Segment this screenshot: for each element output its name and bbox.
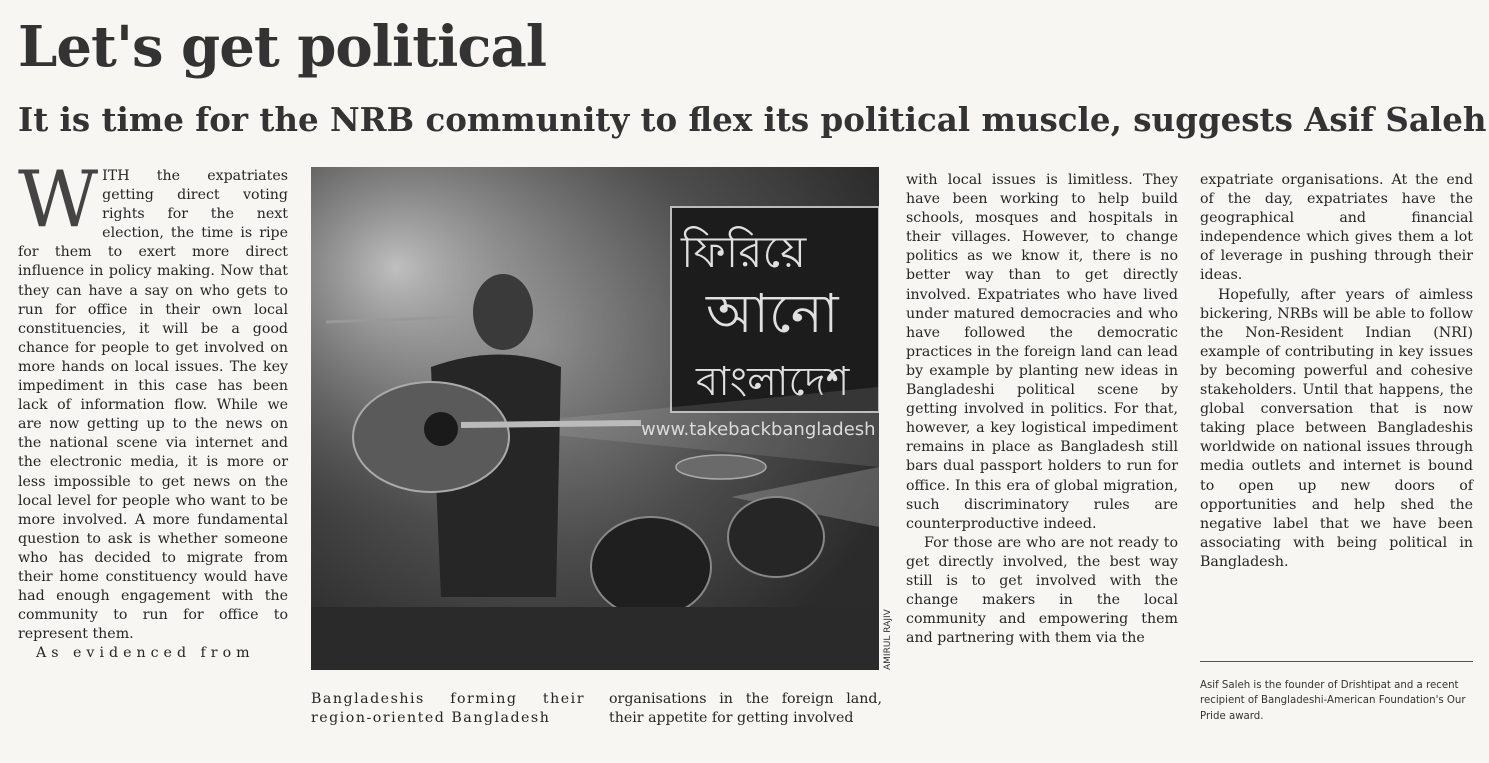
paragraph: Hopefully, after years of aimless bickering, NRBs will be able to follow the Non-Resident Indian (NRI) example of contributing in key issues by becoming powerful and cohesive stakeholders. Until that happens, the global conversation that is now taking place between Bangladeshis worldwide on national issues through media outlets and internet is bound to open up new doors of opportunities and help shed the negative label that we have been associating with being political in Bangladesh. bbox=[1200, 286, 1473, 570]
concert-photo bbox=[311, 167, 879, 670]
divider bbox=[1200, 661, 1473, 662]
paragraph-text: ITH the expatriates getting direct voting rights for the next election, the time is ripe for them to exert more direct influence in policy making. Now that they can have a say on who gets to run for office in their own local constituencies, it will be a good chance for people to get involved on more hands on local issues. The key impediment in this case has been lack of information flow. While we are now getting up to the news on the national scene via internet and the electronic media, it is more or less impossible to get news on the local level for people who want to be more involved. A more fundamental question to ask is whether someone who has decided to migrate from their home constituency would have had enough engagement with the community to run for office to represent them. bbox=[18, 168, 288, 643]
paragraph: As evidenced from bbox=[36, 645, 255, 662]
subhead-text: It is time for the NRB community to flex its political muscle, suggests bbox=[18, 100, 1293, 139]
drum bbox=[591, 517, 711, 617]
paragraph: with local issues is limitless. They have been working to help build schools, mosques and hospitals in their villages. However, to change politics as we know it, there is no better way than to get directly involved. Expatriates who have lived under matured democracies and who have followed the democratic practices in the foreign land can lead by example by planting new ideas in Bangladeshi political scene by getting involved in politics. For that, however, a key logistical impediment remains in place as Bangladesh still bars dual passport holders to run for office. In this era of global migration, such discriminatory rules are counterproductive indeed. bbox=[906, 172, 1178, 532]
drum bbox=[728, 497, 824, 577]
paragraph: Bangladeshis forming their region-oriented Bangladesh bbox=[311, 691, 585, 727]
banner-text-2: আনো bbox=[706, 282, 839, 345]
headline: Let's get political bbox=[18, 14, 547, 80]
cymbal bbox=[676, 455, 766, 479]
photo-illustration bbox=[311, 167, 879, 670]
author-bio: Asif Saleh is the founder of Drishtipat and a recent recipient of Bangladeshi-American Foundation's Our Pride award. bbox=[1200, 680, 1466, 722]
banner-text-3: বাংলাদেশ bbox=[696, 359, 850, 405]
paragraph: organisations in the foreign land, their appetite for getting involved bbox=[609, 691, 882, 727]
guitar-neck bbox=[461, 423, 641, 425]
paragraph: expatriate organisations. At the end of the day, expatriates have the geographical and financial independence which gives them a lot of leverage in pushing through their ideas. bbox=[1200, 172, 1473, 284]
author-name: Asif Saleh bbox=[1304, 100, 1487, 139]
stage-floor bbox=[311, 607, 879, 670]
guitar-soundhole bbox=[424, 412, 458, 446]
banner-text-1: ফিরিয়ে bbox=[681, 227, 807, 278]
article-column-2 bbox=[311, 690, 585, 728]
article-column-1 bbox=[18, 155, 288, 663]
article-column-3 bbox=[609, 690, 882, 728]
paragraph bbox=[18, 155, 288, 644]
subheadline bbox=[18, 100, 1487, 139]
banner-url: www.takebackbangladesh bbox=[641, 419, 876, 440]
photo-credit: AMIRUL RAJIV bbox=[883, 609, 893, 670]
paragraph: For those are who are not ready to get directly involved, the best way still is to get involved with the change makers in the local community and empowering them and partnering with them via the bbox=[906, 534, 1178, 647]
article-column-4 bbox=[906, 171, 1178, 648]
drop-cap: W bbox=[18, 155, 99, 245]
article-column-5 bbox=[1200, 171, 1473, 572]
singer-head bbox=[473, 274, 533, 350]
